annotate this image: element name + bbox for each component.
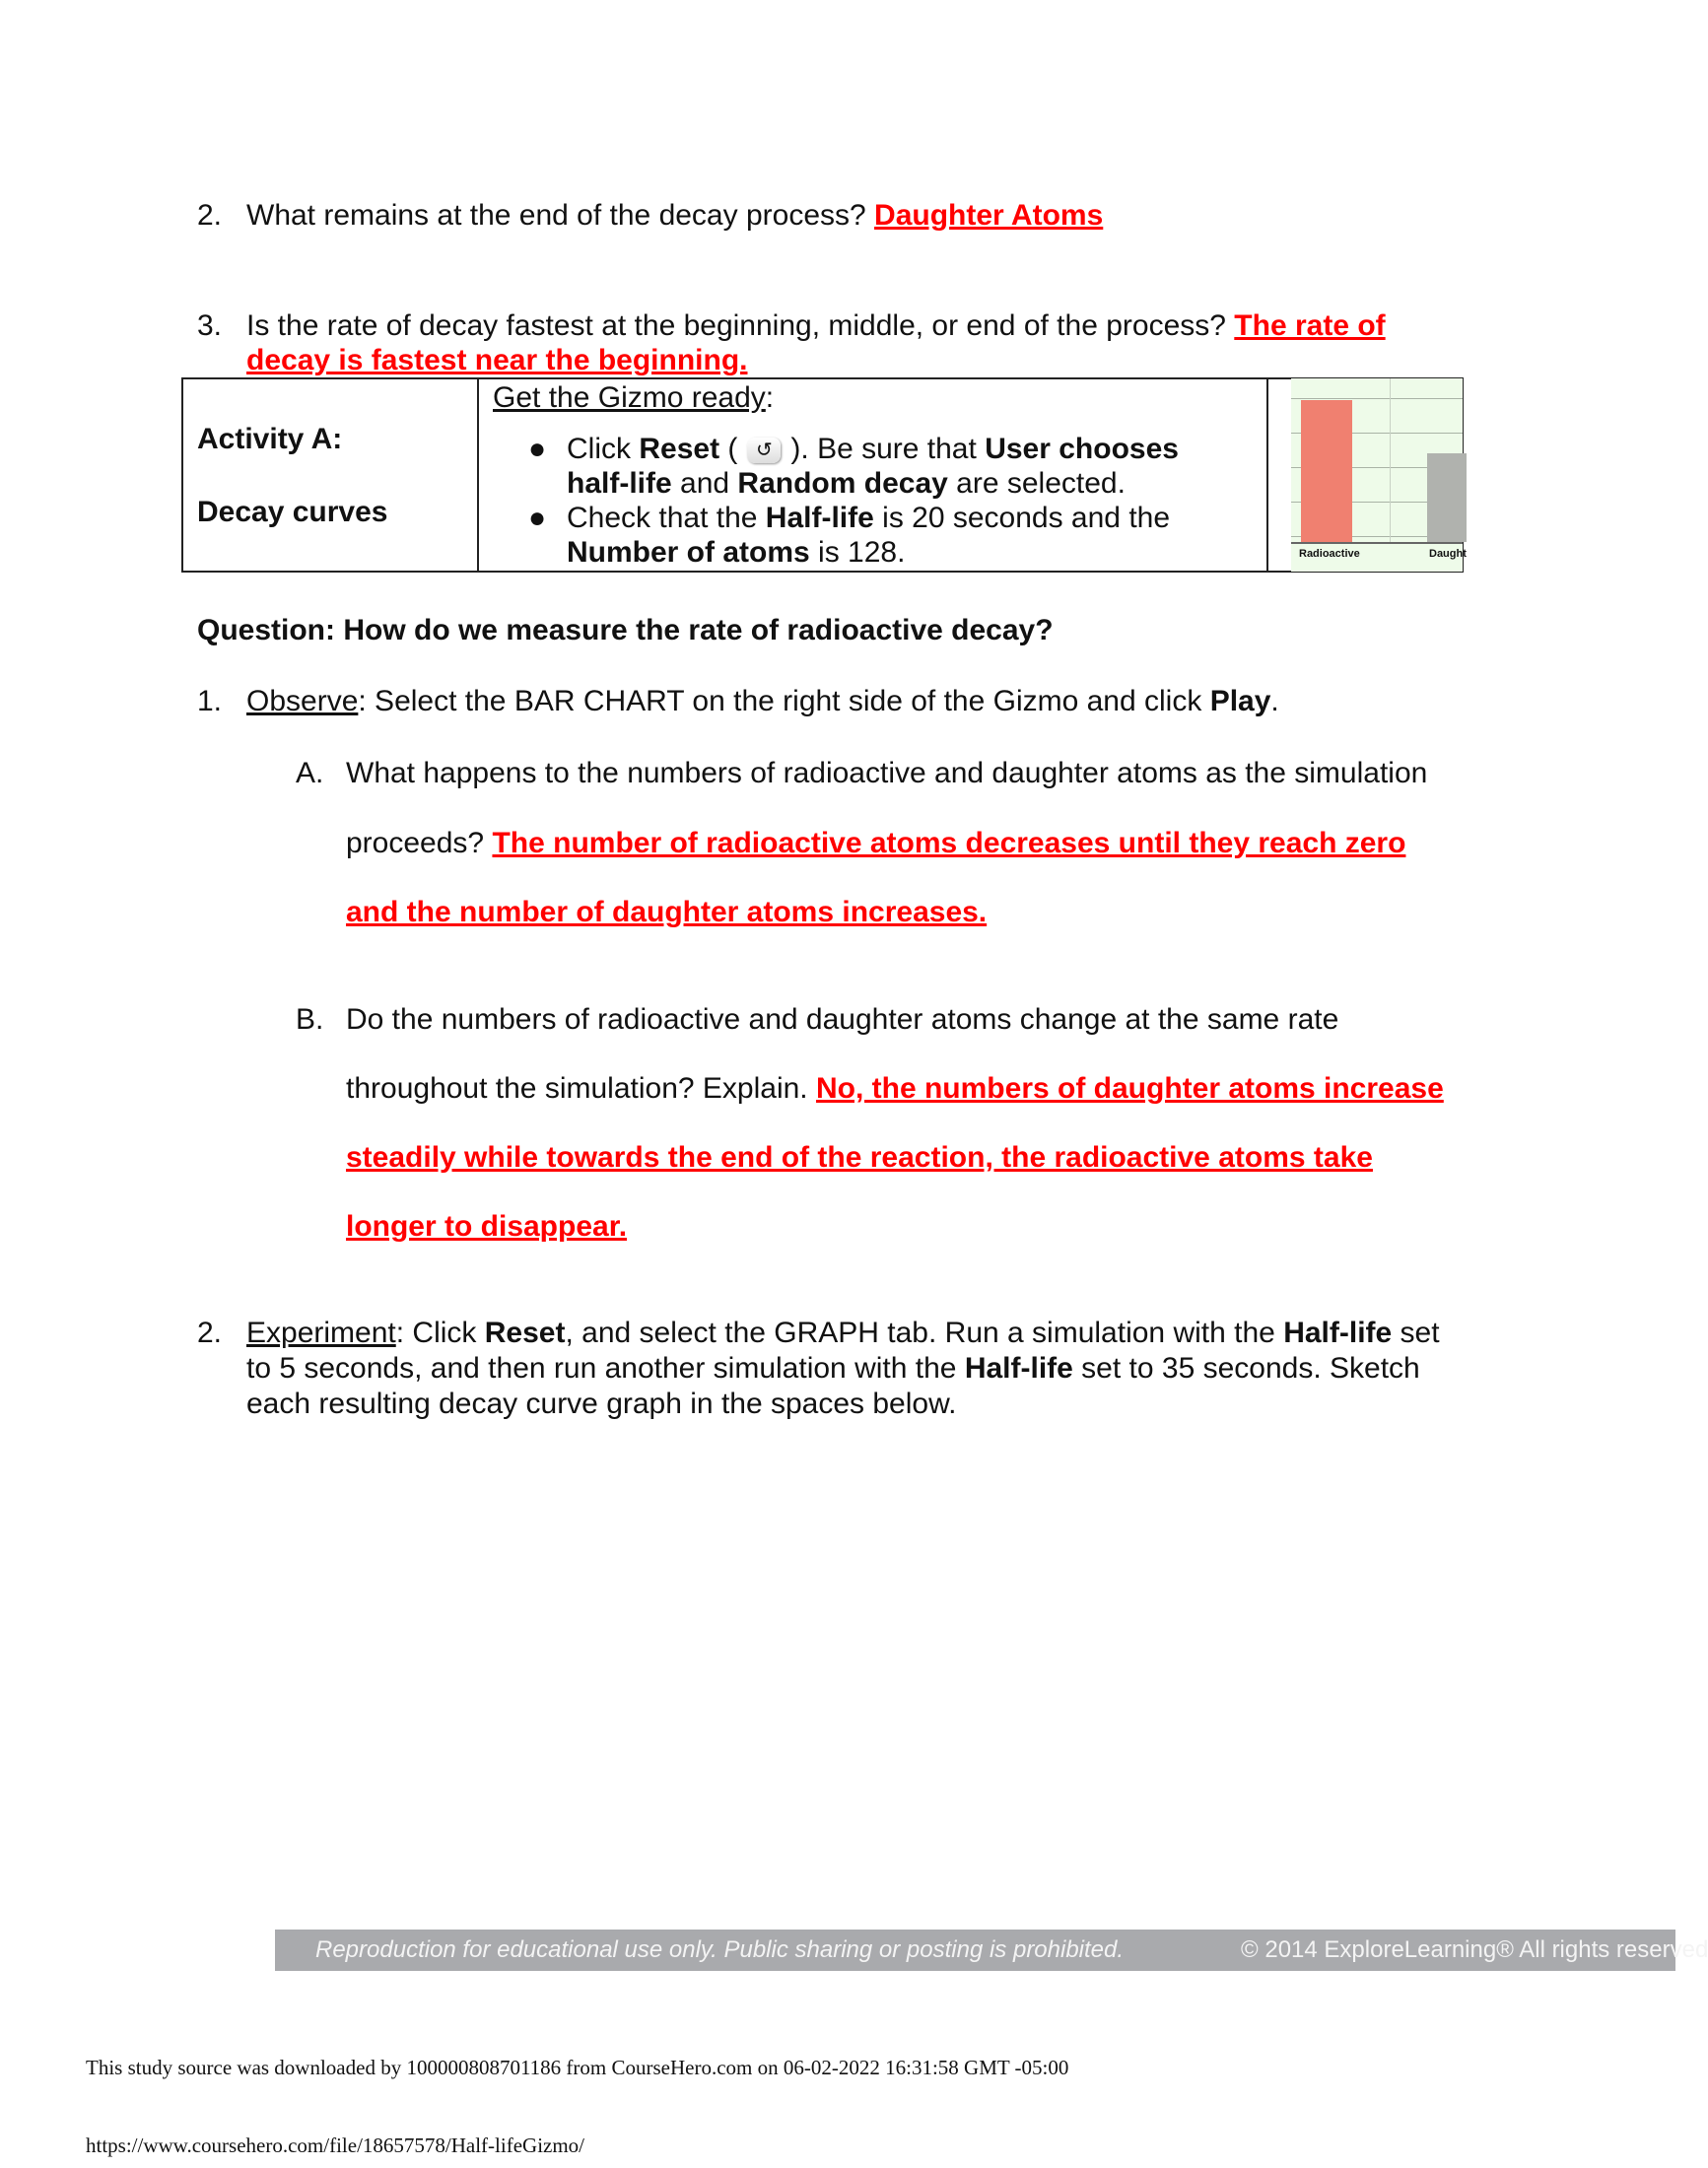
q3-text: Is the rate of decay fastest at the beginning, middle, or end of the process? The rate of [246,309,1386,342]
q3-number: 3. [197,309,223,342]
q2-text: What remains at the end of the decay process? Daughter Atoms [246,199,1104,232]
part-a-question: What happens to the numbers of radioactive and daughter atoms as the simulation [346,757,1428,789]
q2-answer: Daughter Atoms [874,199,1104,232]
activity-subtitle: Decay curves [197,496,388,528]
step-1-text: Observe: Select the BAR CHART on the right side of the Gizmo and click Play. [246,685,1279,717]
question-heading: Question: How do we measure the rate of radioactive decay? [197,614,1054,646]
gizmo-ready-heading: Get the Gizmo ready: [493,381,775,414]
bullet-2: Check that the Half-life is 20 seconds and the [567,502,1171,534]
copyright-footer: Reproduction for educational use only. Public sharing or posting is prohibited. © 2014 ExploreLearning® All rights reserved [275,1930,1675,1971]
activity-title: Activity A: [197,423,343,455]
step-2-number: 2. [197,1317,223,1349]
part-b-answer: No, the numbers of daughter atoms increase [815,1072,1444,1105]
part-b-letter: B. [296,1003,324,1036]
bullet-icon: ● [528,433,547,465]
bullet-1: Click Reset ( ↺ ). Be sure that User chooses [567,433,1179,465]
bar-chart-thumbnail [1291,378,1467,572]
radioactive-label: Radioactive [1299,548,1360,560]
radioactive-bar [1301,400,1352,542]
part-b-question: Do the numbers of radioactive and daughter atoms change at the same rate [346,1003,1339,1036]
step-1-number: 1. [197,685,223,717]
daughter-bar [1427,453,1467,542]
part-a-answer: The number of radioactive atoms decreases until they reach zero [492,827,1406,859]
q3-answer: decay is fastest near the beginning. [246,344,748,376]
bullet-icon: ● [528,502,547,534]
part-a-letter: A. [296,757,324,789]
reset-icon: ↺ [747,438,781,463]
daughter-label: Daught [1429,548,1467,560]
q2-number: 2. [197,199,223,232]
source-url[interactable]: https://www.coursehero.com/file/18657578/Half-lifeGizmo/ [86,2134,585,2157]
step-2-text: Experiment: Click Reset, and select the GRAPH tab. Run a simulation with the Half-life set [246,1317,1440,1349]
download-notice: This study source was downloaded by 100000808701186 from CourseHero.com on 06-02-2022 16:31:58 GMT -05:00 [86,2056,1069,2079]
